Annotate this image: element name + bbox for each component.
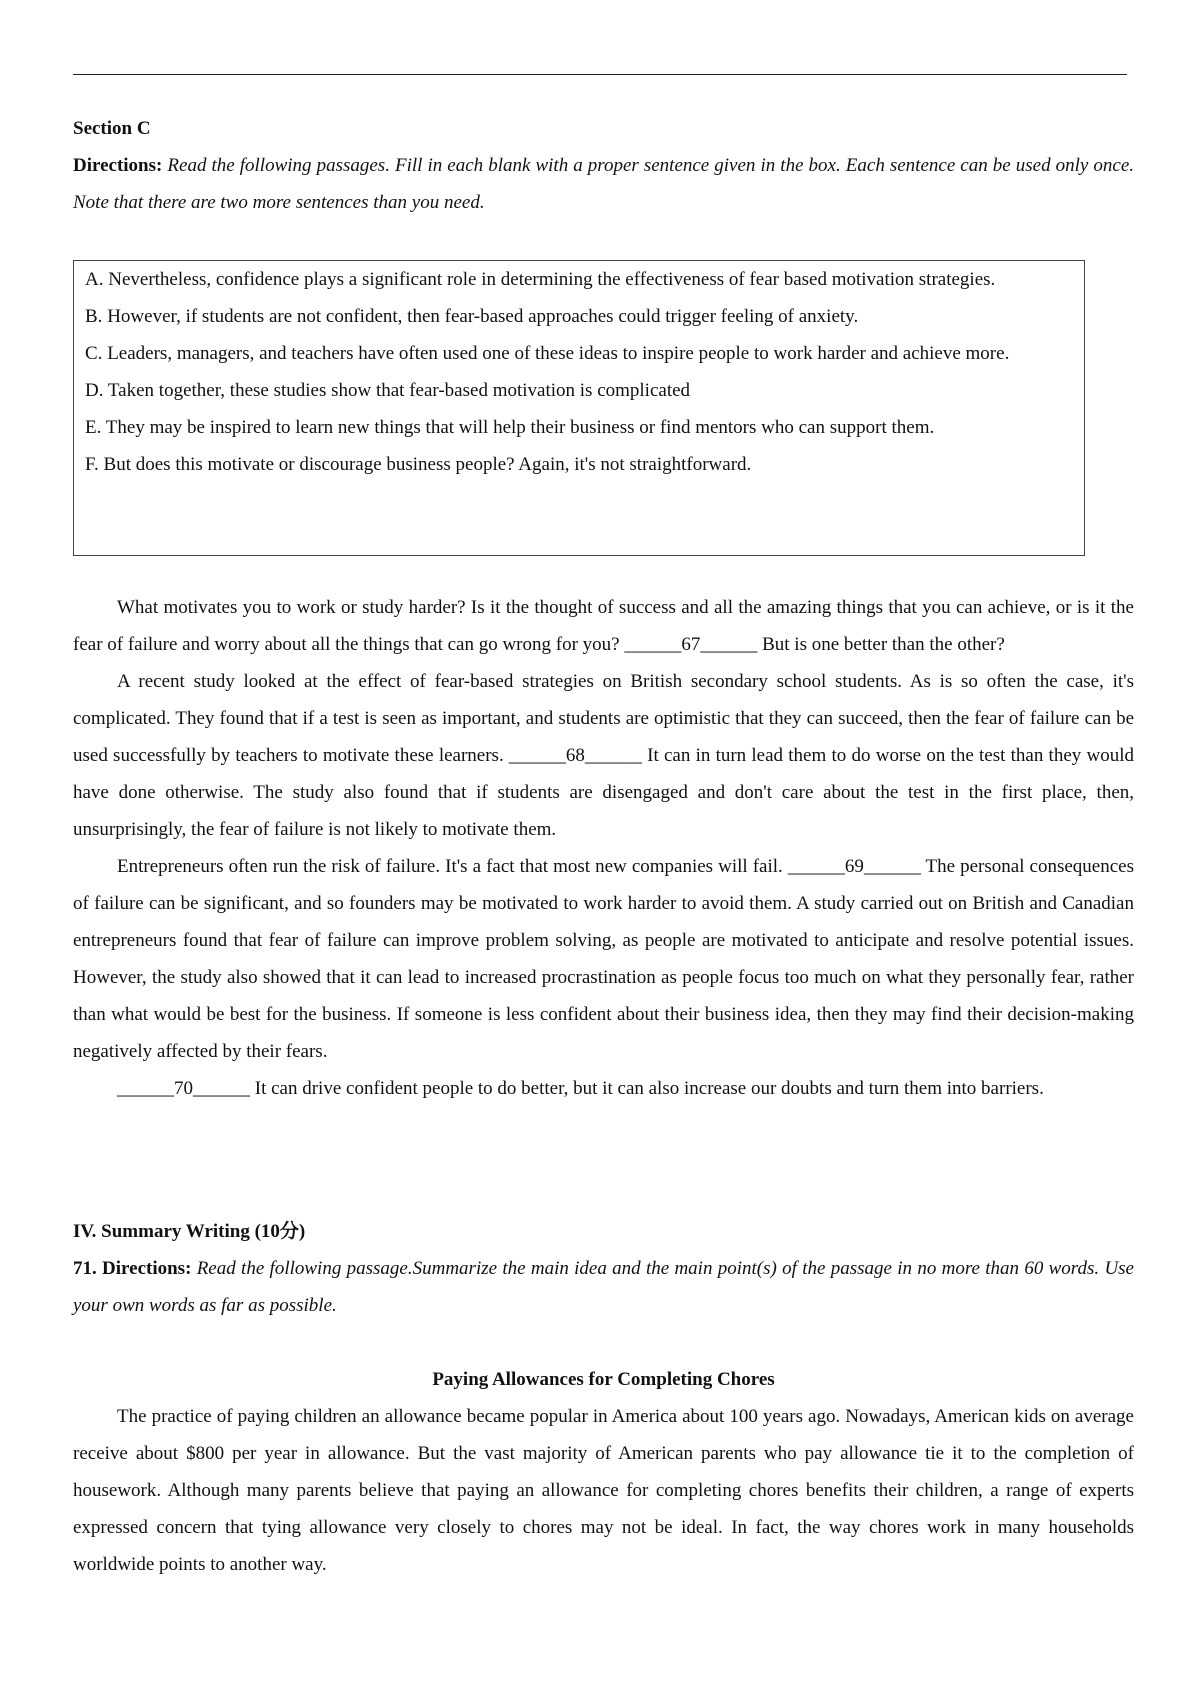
option-d [85,372,1073,409]
option-e [85,409,1073,446]
passage-paragraph-4: ______70______ It can drive confident people to do better, but it can also increase our doubts and turn them into barriers. [117,1078,1044,1099]
option-letter: F. [85,454,99,475]
option-f [85,446,1073,483]
option-text: But does this motivate or discourage business people? Again, it's not straightforward. [103,454,752,475]
directions-label: Directions: [73,155,163,176]
option-letter: C. [85,343,103,364]
summary-heading: IV. Summary Writing (10分) [73,1221,306,1242]
option-a [85,261,1073,298]
option-text: Nevertheless, confidence plays a significant role in determining the effectiveness of fear based motivation strategies. [108,269,996,290]
summary-directions-label: 71. Directions: [73,1258,192,1279]
option-b [85,298,1073,335]
directions-text: Read the following passages. Fill in each blank with a proper sentence given in the box. Each sentence can be used only once. Note that there are two more sentences than you need. [73,155,1135,213]
option-letter: B. [85,306,103,327]
summary-directions [73,1250,1134,1324]
options-box [73,260,1085,556]
option-letter: D. [85,380,104,401]
option-letter: E. [85,417,102,438]
reading-passage [73,589,1134,1107]
option-c [85,335,1073,372]
essay-paragraph: The practice of paying children an allowance became popular in America about 100 years ago. Nowadays, American kids on average receive about $800 per year in allowance. But the vast majority of American parents who pay allowance tie it to the completion of housework. Although many parents believe that paying an allowance for completing chores benefits their children, a range of experts expressed concern that tying allowance very closely to chores may not be ideal. In fact, the way chores work in many households worldwide points to another way. [73,1406,1134,1575]
option-text: Taken together, these studies show that fear-based motivation is complicated [107,380,691,401]
summary-directions-text: Read the following passage.Summarize the main idea and the main point(s) of the passage in no more than 60 words. Use your own words as far as possible. [73,1258,1134,1316]
option-text: However, if students are not confident, then fear-based approaches could trigger feeling of anxiety. [107,306,859,327]
section-c-header [73,110,1134,221]
option-letter: A. [85,269,104,290]
section-title: Section C [73,118,151,139]
passage-paragraph-2: A recent study looked at the effect of fear-based strategies on British secondary school students. As is so often the case, it's complicated. They found that if a test is seen as important, and students are optimistic that they can succeed, then the fear of failure can be used successfully by teachers to motivate these learners. ______68______ It can in turn lead them to do worse on the test than they would have done otherwise. The study also found that if students are disengaged and don't care about the test in the first place, then, unsurprisingly, the fear of failure is not likely to motivate them. [73,671,1134,840]
top-rule [73,74,1127,75]
passage-paragraph-3: Entrepreneurs often run the risk of failure. It's a fact that most new companies will fail. ______69______ The personal consequences of failure can be significant, and so founders may be motivated to work harder to avoid them. A study carried out on British and Canadian entrepreneurs found that fear of failure can improve problem solving, as people are motivated to anticipate and resolve potential issues. However, the study also showed that it can lead to increased procrastination as people focus too much on what they personally fear, rather than what would be best for the business. If someone is less confident about their business idea, then they may find their decision-making negatively affected by their fears. [73,856,1134,1062]
section-c-directions [73,147,1134,221]
summary-writing-section [73,1213,1134,1583]
passage-paragraph-1: What motivates you to work or study harder? Is it the thought of success and all the amazing things that you can achieve, or is it the fear of failure and worry about all the things that can go wrong for you? ______67______ But is one better than the other? [73,597,1134,655]
option-text: They may be inspired to learn new things that will help their business or find mentors who can support them. [105,417,935,438]
option-text: Leaders, managers, and teachers have often used one of these ideas to inspire people to work harder and achieve more. [107,343,1010,364]
essay-title: Paying Allowances for Completing Chores [432,1369,775,1390]
